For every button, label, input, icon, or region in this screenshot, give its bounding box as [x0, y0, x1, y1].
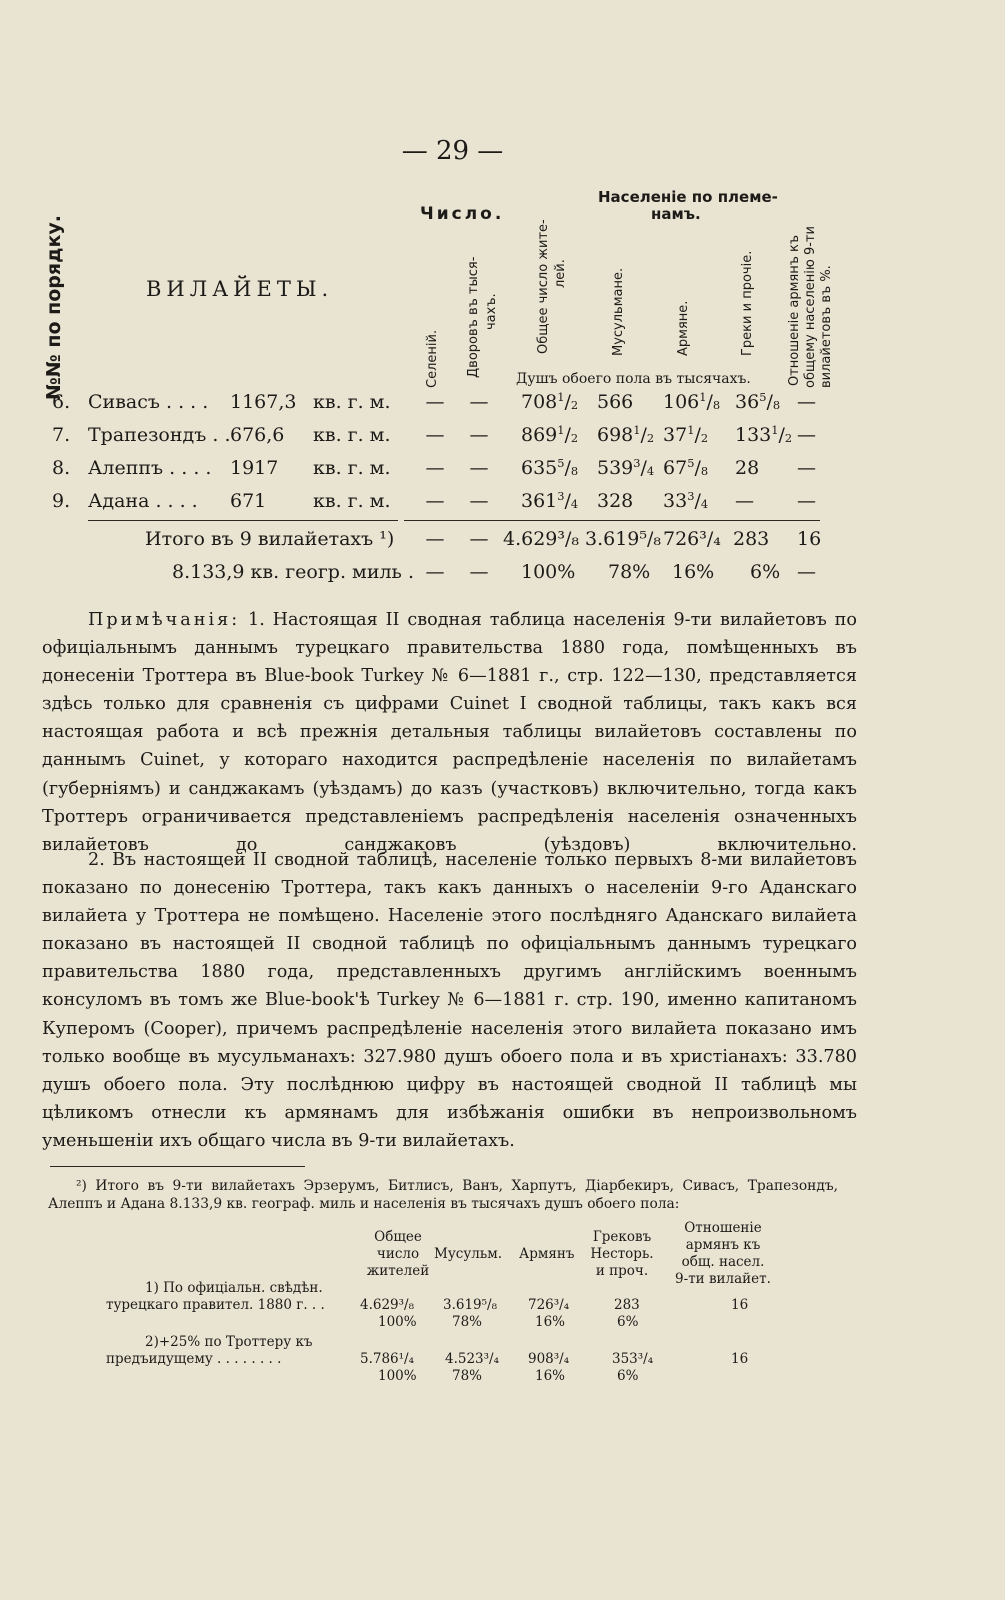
cell-unit: кв. г. м.	[313, 391, 391, 413]
cell-gr: $36^5/_8$	[735, 390, 781, 413]
fn-h-obshchee: Общее	[374, 1229, 422, 1245]
cell-arm: $67^5/_8$	[663, 456, 709, 479]
cell-fraction: $^1/_2$	[557, 390, 579, 413]
cell-arm: $33^3/_4$	[663, 489, 709, 512]
header-obshchee: Общее число жите-	[536, 219, 551, 354]
header-num-label: №№ по порядку.	[43, 215, 65, 400]
fn-h-otn-3: общ. насел.	[681, 1254, 765, 1270]
page-number: — 29 —	[401, 136, 504, 166]
header-armyane: Армяне.	[676, 300, 691, 356]
cell-fraction: $^3/_4$	[687, 489, 709, 512]
cell-name: Трапезондъ . .	[88, 424, 231, 446]
header-seleniy: Селеній.	[425, 329, 440, 388]
area-row-mus: 78%	[608, 561, 651, 583]
cell-name: Адана . . . .	[88, 490, 198, 512]
cell-arm: $106^1/_8$	[663, 390, 721, 413]
header-otnoshenie-1: Отношеніе армянъ къ	[787, 234, 802, 386]
cell-otn: —	[797, 490, 816, 512]
area-row-dv: —	[469, 561, 489, 583]
area-row-label: 8.133,9 кв. геогр. миль .	[172, 561, 414, 583]
fn-row1-arm: 726³/₄	[528, 1297, 570, 1313]
total-row-gr: 283	[733, 528, 770, 550]
cell-otn: —	[797, 457, 816, 479]
cell-mus: $539^3/_4$	[597, 456, 655, 479]
fn-h-otn-1: Отношеніе	[684, 1220, 762, 1236]
fn-row2-gr: 353³/₄	[612, 1351, 654, 1367]
cell-sel: —	[425, 424, 445, 446]
cell-num: 6.	[52, 391, 71, 413]
fn-h-grekov: Грековъ	[592, 1229, 652, 1245]
header-dush: Душъ обоего пола въ тысячахъ.	[516, 371, 751, 387]
total-row-mus: 3.619⁵/₈	[585, 528, 662, 550]
fn-row2-label-2: предъидущему . . . . . . . .	[106, 1351, 282, 1367]
cell-mus: 566	[597, 391, 634, 413]
fn-h-chislo: число	[376, 1246, 420, 1262]
note-1-head: Примѣчанія:	[88, 610, 241, 630]
header-dvorov: Дворовъ въ тыся-	[466, 256, 481, 378]
cell-area: 1167,3	[230, 391, 297, 413]
cell-total: $869^1/_2$	[521, 423, 579, 446]
cell-otn: —	[797, 424, 816, 446]
cell-fraction: $^3/_4$	[633, 456, 655, 479]
area-row-total: 100%	[521, 561, 576, 583]
cell-fraction: $^1/_8$	[699, 390, 721, 413]
area-row-otn: —	[797, 561, 816, 583]
header-chislo: Число.	[420, 204, 505, 224]
cell-fraction: $^5/_8$	[687, 456, 709, 479]
header-naselenie-2: намъ.	[651, 205, 701, 223]
total-row-total: 4.629³/₈	[503, 528, 580, 550]
total-row-sel: —	[425, 528, 445, 550]
cell-fraction: $^1/_2$	[771, 423, 793, 446]
fn-h-zhiteley: жителей	[366, 1263, 430, 1279]
fn-row1-pct-total: 100%	[378, 1314, 417, 1330]
cell-otn: —	[797, 391, 816, 413]
note-1	[42, 606, 857, 859]
header-musulmane: Мусульмане.	[611, 267, 626, 356]
fn-row2-pct-gr: 6%	[617, 1368, 639, 1384]
cell-dv: —	[469, 391, 489, 413]
cell-sel: —	[425, 391, 445, 413]
cell-name: Алеппъ . . . .	[88, 457, 212, 479]
cell-fraction: $^1/_2$	[687, 423, 709, 446]
cell-total: $635^5/_8$	[521, 456, 579, 479]
cell-fraction: $^1/_2$	[633, 423, 655, 446]
fn-h-otn-4: 9-ти вилайет.	[675, 1271, 771, 1287]
cell-unit: кв. г. м.	[313, 424, 391, 446]
cell-sel: —	[425, 490, 445, 512]
fn-row2-total: 5.786¹/₄	[360, 1351, 415, 1367]
fn-row1-pct-arm: 16%	[535, 1314, 566, 1330]
total-row-label: Итого въ 9 вилайетахъ ¹)	[145, 528, 395, 550]
table-rule-left	[88, 520, 398, 521]
cell-area: 676,6	[230, 424, 285, 446]
header-obshchee-2: лей.	[553, 259, 568, 288]
cell-sel: —	[425, 457, 445, 479]
fn-row1-gr: 283	[614, 1297, 640, 1313]
area-row-gr: 6%	[750, 561, 781, 583]
cell-num: 7.	[52, 424, 71, 446]
header-vilayets: ВИЛАЙЕТЫ.	[146, 277, 334, 301]
cell-name: Сивасъ . . . .	[88, 391, 209, 413]
cell-gr: —	[735, 490, 754, 512]
fn-row2-otn: 16	[731, 1351, 749, 1367]
fn-row2-pct-arm: 16%	[535, 1368, 566, 1384]
cell-total: $708^1/_2$	[521, 390, 579, 413]
fn-h-iproch: и проч.	[595, 1263, 649, 1279]
fn-row1-pct-gr: 6%	[617, 1314, 639, 1330]
cell-unit: кв. г. м.	[313, 490, 391, 512]
total-row-arm: 726³/₄	[663, 528, 721, 550]
total-row-dv: —	[469, 528, 489, 550]
cell-num: 9.	[52, 490, 71, 512]
cell-area: 1917	[230, 457, 279, 479]
cell-fraction: $^5/_8$	[759, 390, 781, 413]
cell-area: 671	[230, 490, 267, 512]
header-otnoshenie-2: общему населенію 9-ти	[803, 226, 818, 388]
header-otnoshenie-3: вилайетовъ въ %.	[819, 265, 834, 388]
fn-row1-label-1: 1) По офиціальн. свѣдѣн.	[145, 1280, 323, 1296]
footnote-intro: ²) Итого въ 9-ти вилайетахъ Эрзерумъ, Битлисъ, Ванъ, Харпутъ, Діарбекиръ, Сивасъ, Трапезондъ, Алеппъ и Адана 8.133,9 кв. географ. миль и населенія въ тысячахъ душъ обоего пола:	[48, 1178, 838, 1212]
header-dvorov-2: чахъ.	[484, 293, 499, 330]
cell-unit: кв. г. м.	[313, 457, 391, 479]
cell-gr: $133^1/_2$	[735, 423, 793, 446]
total-row-otn: 16	[797, 528, 822, 550]
fn-row1-pct-mus: 78%	[452, 1314, 483, 1330]
fn-row1-label-2: турецкаго правител. 1880 г. . .	[106, 1297, 325, 1313]
cell-fraction: $^1/_2$	[557, 423, 579, 446]
fn-row2-pct-total: 100%	[378, 1368, 417, 1384]
header-greki: Греки и прочіе.	[740, 250, 755, 356]
cell-fraction: $^3/_4$	[557, 489, 579, 512]
fn-row2-mus: 4.523³/₄	[445, 1351, 500, 1367]
cell-mus: 328	[597, 490, 634, 512]
note-2: 2. Въ настоящей II сводной таблицѣ, населеніе только первыхъ 8-ми вилайетовъ показано по донесенію Троттера, такъ какъ данныхъ о населеніи 9-го Аданскаго вилайета у Троттера не помѣщено. Населеніе этого послѣдняго Аданскаго вилайета показано въ настоящей II сводной таблицѣ по офиціальнымъ даннымъ турецкаго правительства 1880 года, представленныхъ другимъ англійскимъ военнымъ консуломъ въ томъ же Blue-book'ѣ Turkey № 6—1881 г. стр. 190, именно капитаномъ Куперомъ (Cooper), причемъ распредѣленіе населенія этого вилайета показано имъ только вообще въ мусульманахъ: 327.980 душъ обоего пола и въ христіанахъ: 33.780 душъ обоего пола. Эту послѣднюю цифру въ настоящей сводной II таблицѣ мы цѣликомъ отнесли къ армянамъ для избѣжанія ошибки въ непроизвольномъ уменьшеніи ихъ общаго числа въ 9-ти вилайетахъ.	[42, 850, 857, 1151]
cell-num: 8.	[52, 457, 71, 479]
fn-row2-label-1: 2)+25% по Троттеру къ	[145, 1334, 313, 1350]
cell-fraction: $^5/_8$	[557, 456, 579, 479]
fn-h-otn-2: армянъ къ	[685, 1237, 761, 1253]
fn-row1-otn: 16	[731, 1297, 749, 1313]
area-row-sel: —	[425, 561, 445, 583]
header-naselenie: Населеніе по племе-	[598, 188, 778, 206]
fn-h-nestor: Несторь.	[590, 1246, 654, 1262]
fn-h-musulm: Мусульм.	[434, 1246, 502, 1262]
cell-dv: —	[469, 424, 489, 446]
cell-arm: $37^1/_2$	[663, 423, 709, 446]
cell-total: $361^3/_4$	[521, 489, 579, 512]
cell-gr: 28	[735, 457, 760, 479]
table-rule-right	[404, 520, 820, 521]
area-row-arm: 16%	[672, 561, 715, 583]
fn-row2-pct-mus: 78%	[452, 1368, 483, 1384]
cell-mus: $698^1/_2$	[597, 423, 655, 446]
footnote-rule	[50, 1166, 305, 1167]
fn-row2-arm: 908³/₄	[528, 1351, 570, 1367]
fn-row1-mus: 3.619⁵/₈	[443, 1297, 498, 1313]
fn-row1-total: 4.629³/₈	[360, 1297, 415, 1313]
cell-dv: —	[469, 457, 489, 479]
cell-dv: —	[469, 490, 489, 512]
note-1-text: 1. Настоящая II сводная таблица населенія 9-ти вилайетовъ по офиціальнымъ даннымъ турецкаго правительства 1880 года, помѣщенныхъ въ донесеніи Троттера въ Blue-book Turkey № 6—1881 г., стр. 122—130, представляется здѣсь только для сравненія съ цифрами Cuinet I сводной таблицы, такъ какъ вся настоящая работа и всѣ прежнія детальныя таблицы вилайетовъ составлены по даннымъ Cuinet, у котораго находится распредѣленіе населенія по вилайетамъ (губерніямъ) и санджакамъ (уѣздамъ) до казъ (участковъ) включительно, тогда какъ Троттеръ ограничивается представленіемъ распредѣленія населенія означенныхъ вилайетовъ до санджаковъ (уѣздовъ) включительно.	[42, 610, 857, 855]
fn-h-armyan: Армянъ	[519, 1246, 575, 1262]
